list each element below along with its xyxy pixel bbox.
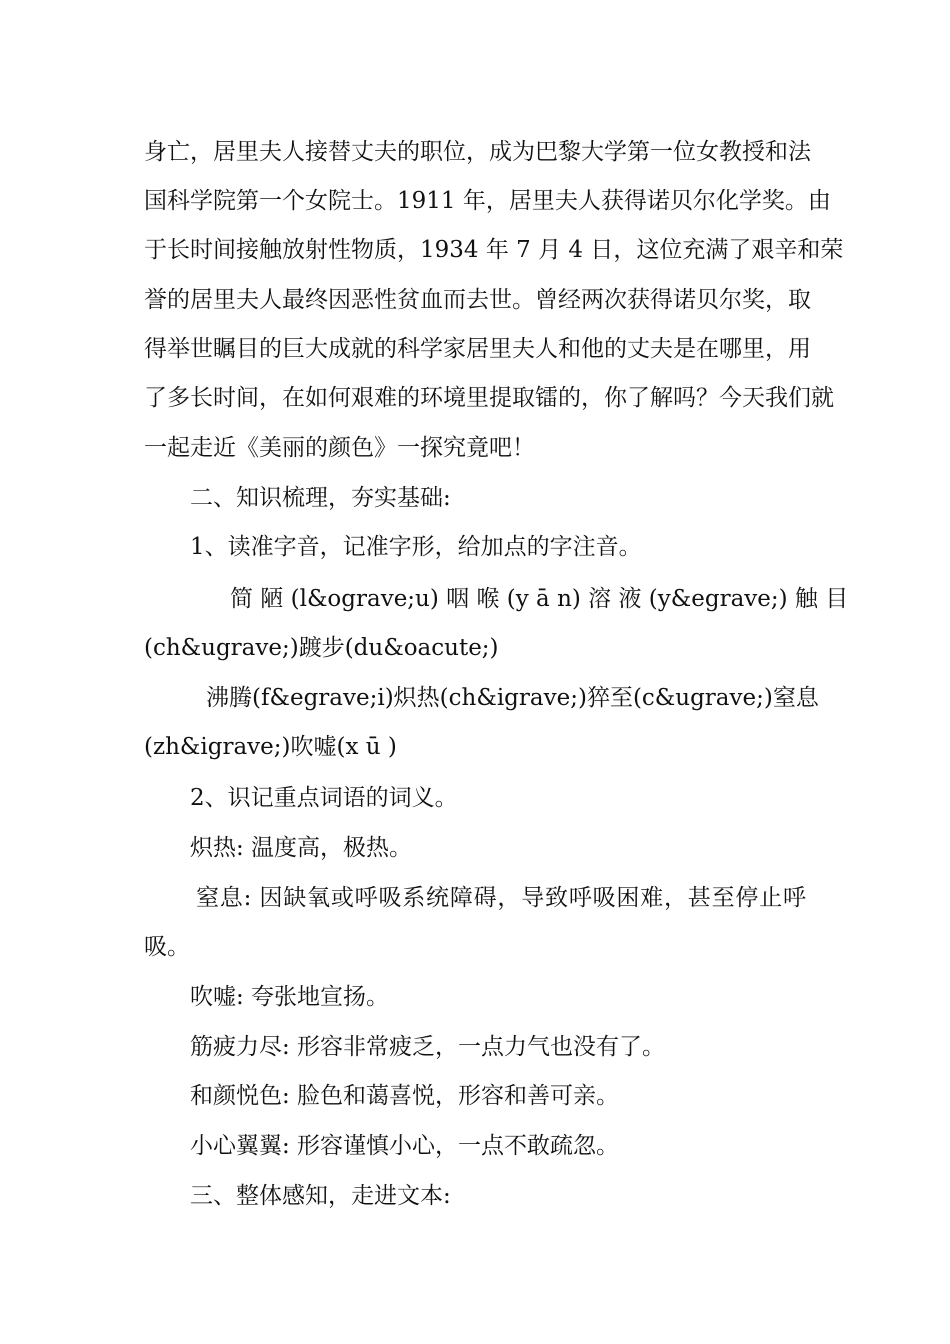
paragraph-line: 一起走近《美丽的颜色》一探究竟吧！ <box>144 435 535 461</box>
paragraph-line: 国科学院第一个女院士。1911 年，居里夫人获得诺贝尔化学奖。由 <box>144 188 831 214</box>
item-heading: 2、识记重点词语的词义。 <box>190 785 458 811</box>
section-heading: 三、整体感知，走进文本: <box>190 1183 451 1209</box>
definition-line: 小心翼翼: 形容谨慎小心，一点不敢疏忽。 <box>190 1133 620 1159</box>
pinyin-line: 沸腾(f&egrave;i)炽热(ch&igrave;)猝至(c&ugrave;)窒息 <box>206 685 819 711</box>
paragraph-line: 誉的居里夫人最终因恶性贫血而去世。曾经两次获得诺贝尔奖，取 <box>144 287 811 313</box>
definition-line: 窒息: 因缺氧或呼吸系统障碍，导致呼吸困难，甚至停止呼 <box>196 885 806 911</box>
definition-line: 吹嘘: 夸张地宣扬。 <box>190 984 390 1010</box>
definition-line: 炽热: 温度高，极热。 <box>190 835 413 861</box>
section-heading: 二、知识梳理，夯实基础: <box>190 485 451 511</box>
pinyin-line: (zh&igrave;)吹嘘(x ū ) <box>144 734 397 760</box>
pinyin-line: (ch&ugrave;)踱步(du&oacute;) <box>144 635 499 661</box>
definition-line: 和颜悦色: 脸色和蔼喜悦，形容和善可亲。 <box>190 1083 620 1109</box>
definition-line: 吸。 <box>144 934 190 960</box>
paragraph-line: 得举世瞩目的巨大成就的科学家居里夫人和他的丈夫是在哪里，用 <box>144 336 811 362</box>
paragraph-line: 了多长时间，在如何艰难的环境里提取镭的，你了解吗？今天我们就 <box>144 385 834 411</box>
paragraph-line: 身亡，居里夫人接替丈夫的职位，成为巴黎大学第一位女教授和法 <box>144 139 811 165</box>
paragraph-line: 于长时间接触放射性物质，1934 年 7 月 4 日，这位充满了艰辛和荣 <box>144 237 844 263</box>
item-heading: 1、读准字音，记准字形，给加点的字注音。 <box>190 534 642 560</box>
pinyin-line: 简 陋 (l&ograve;u) 咽 喉 (y ā n) 溶 液 (y&egrave;) 触 目 <box>230 586 849 612</box>
definition-line: 筋疲力尽: 形容非常疲乏，一点力气也没有了。 <box>190 1034 666 1060</box>
